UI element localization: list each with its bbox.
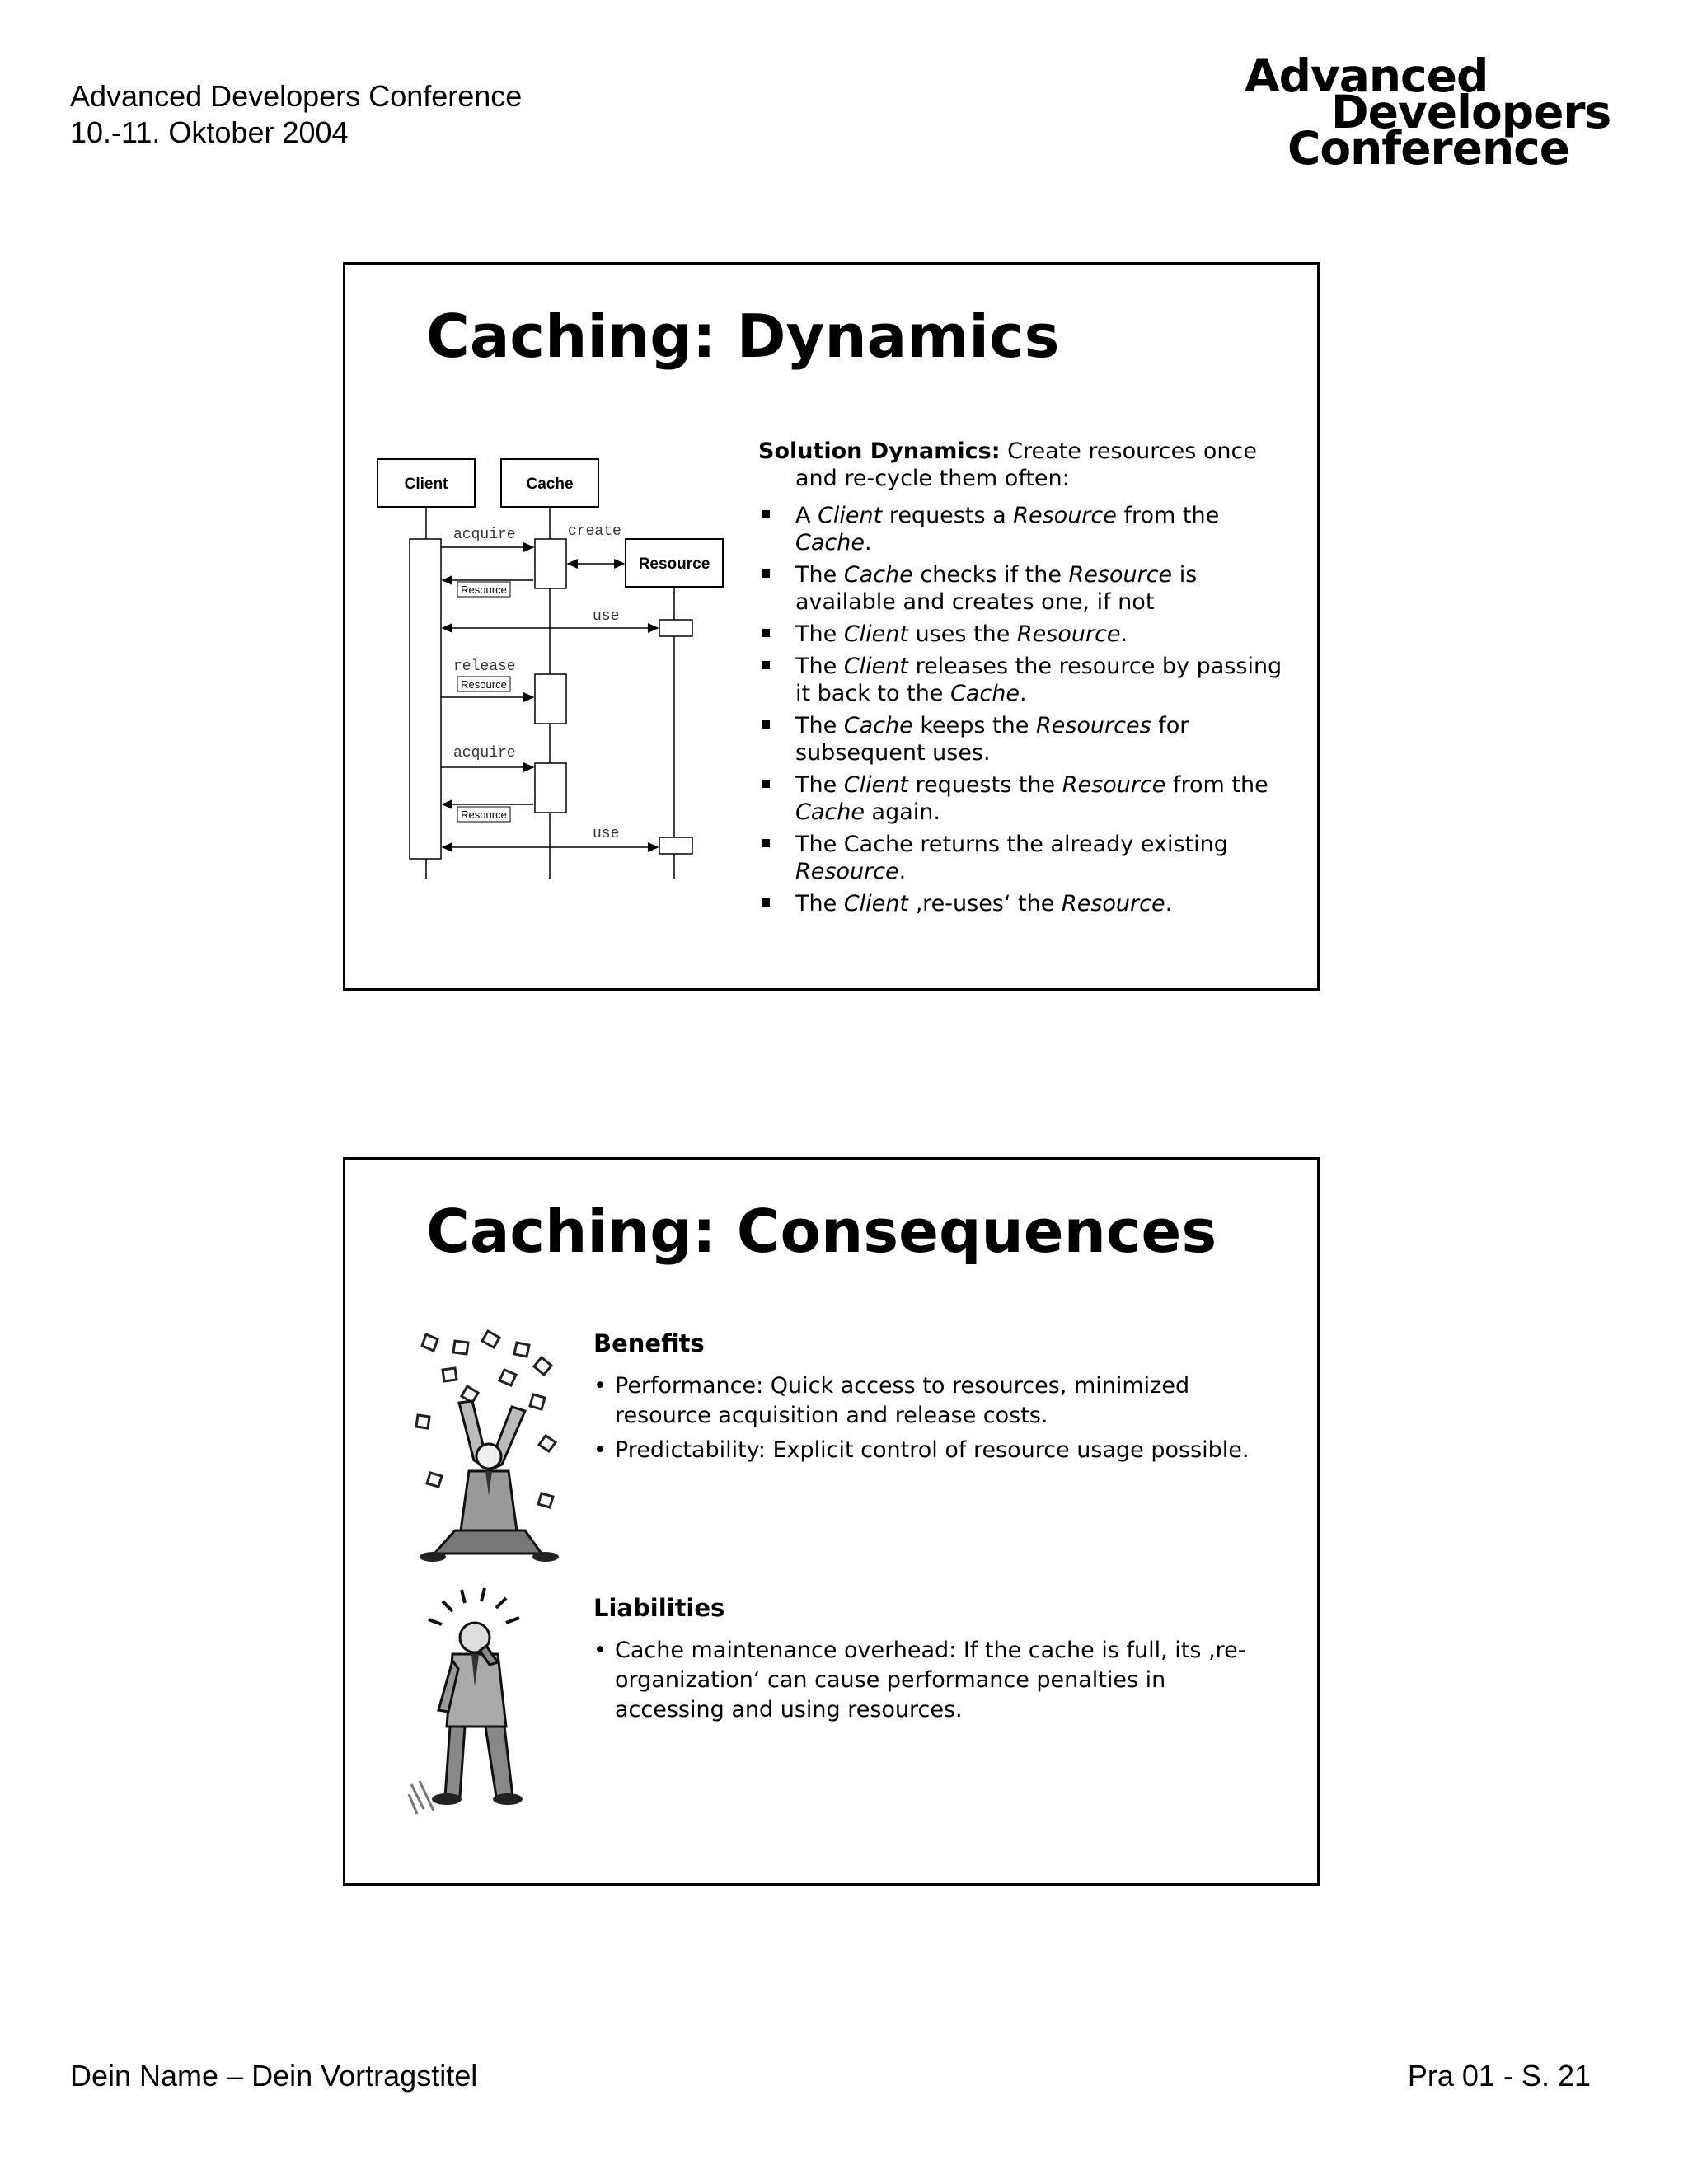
benefits-section — [593, 1329, 1269, 1470]
dynamics-bullet-item — [758, 890, 1294, 917]
benefits-list — [593, 1371, 1269, 1465]
bullet-text-run: The — [795, 621, 844, 647]
dynamics-text — [758, 438, 1294, 922]
resource-label: Resource — [638, 555, 710, 573]
cache-activation-1 — [535, 539, 566, 588]
bullet-text-run: from the — [1165, 772, 1268, 798]
msg-return-resource-2: Resource — [461, 808, 507, 821]
msg-release: release — [453, 658, 516, 675]
footer-speaker-title: Dein Name – Dein Vortragstitel — [70, 2059, 478, 2093]
bullet-text-run: Resource — [1061, 891, 1165, 916]
bullet-text-run: . — [1019, 681, 1027, 706]
msg-release-resource: Resource — [461, 678, 507, 691]
bullet-text-run: Resource — [1013, 503, 1117, 528]
bullet-text-run: The — [795, 891, 844, 916]
bullet-text-run: The — [795, 654, 844, 679]
dynamics-bullet-item — [758, 831, 1294, 885]
bullet-text-run: Resource — [795, 859, 899, 884]
dynamics-intro-label: Solution Dynamics: — [758, 438, 1001, 464]
slide-title: Caching: Consequences — [426, 1197, 1217, 1266]
dynamics-intro — [758, 438, 1294, 492]
client-activation — [410, 539, 441, 859]
bullet-text-run: A — [795, 503, 818, 528]
msg-return-resource-1: Resource — [461, 583, 507, 596]
liabilities-heading: Liabilities — [593, 1594, 725, 1622]
bullet-text-run: Cache — [795, 799, 865, 825]
happy-businessman-clipart — [410, 1324, 566, 1563]
msg-acquire-2: acquire — [453, 745, 516, 762]
page-header — [70, 78, 522, 151]
cache-label: Cache — [526, 476, 574, 493]
dynamics-bullet-item — [758, 561, 1294, 616]
logo-line-2: Developers — [1331, 86, 1611, 138]
liability-item: • Cache maintenance overhead: If the cache is full, its ‚re-organization‘ can cause performance penalties in accessing and using resources. — [593, 1636, 1269, 1725]
bullet-text-run: is available and creates one, if not — [795, 562, 1198, 615]
bullet-text-run: . — [864, 530, 872, 555]
msg-create: create — [568, 523, 621, 540]
slide-title: Caching: Dynamics — [426, 302, 1060, 371]
logo-line-1: Advanced — [1245, 49, 1489, 102]
bullet-text-run: Client — [843, 654, 908, 679]
liabilities-list — [593, 1636, 1269, 1725]
bullet-text-run: Client — [843, 621, 908, 647]
bullet-text-run: releases the resource by passing it back to the — [795, 654, 1282, 706]
msg-acquire-1: acquire — [453, 527, 516, 543]
client-label: Client — [404, 476, 448, 493]
dynamics-bullet-item — [758, 621, 1294, 648]
dynamics-bullet-item — [758, 502, 1294, 556]
bullet-text-run: . — [1120, 621, 1128, 647]
resource-activation-1 — [659, 620, 692, 636]
bullet-text-run: Resource — [1062, 772, 1166, 798]
bullet-text-run: The — [795, 562, 844, 588]
bullet-text-run: Cache — [843, 562, 913, 588]
bullet-text-run: Resource — [1068, 562, 1173, 588]
bullet-text-run: The — [795, 713, 844, 738]
slide-caching-dynamics — [343, 262, 1320, 991]
dynamics-bullet-item — [758, 771, 1294, 826]
bullet-text-run: . — [1165, 891, 1173, 916]
conference-logo — [1245, 49, 1611, 175]
bullet-text-run: keeps the — [912, 713, 1036, 738]
msg-use-1: use — [593, 608, 620, 625]
dynamics-bullet-list — [758, 502, 1294, 917]
bullet-text-run: Client — [843, 772, 908, 798]
bullet-text-run: requests a — [882, 503, 1014, 528]
footer-page-number: Pra 01 - S. 21 — [1407, 2059, 1591, 2093]
bullet-text-run: Cache — [843, 713, 913, 738]
cache-activation-2 — [535, 674, 566, 724]
liabilities-section — [593, 1593, 1269, 1730]
bullet-text-run: checks if the — [912, 562, 1069, 588]
conference-date: 10.-11. Oktober 2004 — [70, 115, 349, 149]
dynamics-bullet-item — [758, 712, 1294, 766]
bullet-text-run: Client — [843, 891, 908, 916]
bullet-text-run: Resources — [1035, 713, 1151, 738]
benefit-item: • Predictability: Explicit control of resource usage possible. — [593, 1436, 1269, 1465]
slide-caching-consequences — [343, 1157, 1320, 1886]
benefit-item: • Performance: Quick access to resources, minimized resource acquisition and release costs. — [593, 1371, 1269, 1431]
bullet-text-run: Cache — [795, 530, 865, 555]
bullet-text-run: requests the — [907, 772, 1062, 798]
dynamics-intro-text: Create resources once and re-cycle them often: — [795, 438, 1257, 491]
bullet-text-run: Client — [818, 503, 883, 528]
bullet-text-run: Resource — [1016, 621, 1121, 647]
logo-line-3: Conference — [1287, 122, 1570, 175]
msg-use-2: use — [593, 826, 620, 842]
bullet-text-run: ‚re-uses‘ the — [907, 891, 1062, 916]
resource-activation-2 — [659, 837, 692, 854]
dynamics-bullet-item — [758, 653, 1294, 707]
bullet-text-run: again. — [864, 799, 940, 825]
bullet-text-run: The — [795, 772, 844, 798]
bullet-text-run: from the — [1116, 503, 1220, 528]
bullet-text-run: Cache — [950, 681, 1020, 706]
sequence-diagram — [377, 458, 739, 887]
bullet-text-run: The Cache returns the already existing — [795, 832, 1228, 857]
bullet-text-run: for subsequent uses. — [795, 713, 1189, 766]
worried-businessman-clipart — [407, 1586, 547, 1817]
benefits-heading: Benefits — [593, 1329, 705, 1357]
bullet-text-run: uses the — [907, 621, 1017, 647]
bullet-text-run: . — [898, 859, 907, 884]
cache-activation-3 — [535, 763, 566, 813]
conference-name: Advanced Developers Conference — [70, 79, 523, 113]
